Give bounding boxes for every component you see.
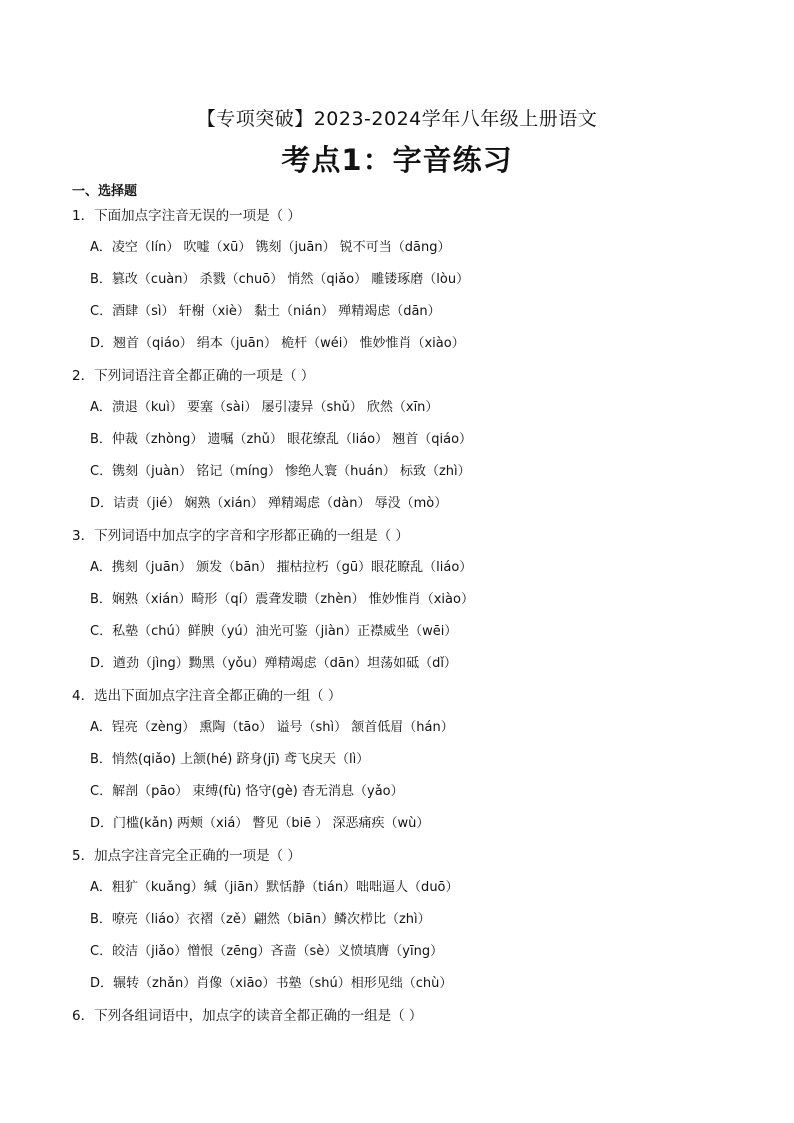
question-option: A．溃退（kuì） 要塞（sài） 屡引凄异（shǔ） 欣然（xīn） [90,400,439,415]
question-option: B．嘹亮（liáo）衣褶（zě）翩然（biān）鳞次栉比（zhì） [90,912,431,927]
page-title: 考点1：字音练习 [281,143,513,177]
question-option: B．篡改（cuàn） 杀戮（chuō） 悄然（qiǎo） 雕镂琢磨（lòu） [90,272,470,287]
question-option: A．携刻（juān） 颁发（bān） 摧枯拉朽（gū）眼花瞭乱（liáo） [90,560,473,575]
question-stem: 6．下列各组词语中，加点字的读音全都正确的一组是（ ） [72,1008,423,1024]
question-option: D．诘责（jié） 娴熟（xián） 殚精竭虑（dàn） 辱没（mò） [90,496,448,511]
question-option: C．镌刻（juàn） 铭记（míng） 惨绝人寰（huán） 标致（zhì） [90,464,471,479]
question-option: B．悄然(qiǎo) 上颔(hé) 跻身(jī) 鸢飞戾天（lì） [90,752,370,767]
question-option: A．锃亮（zèng） 熏陶（tāo） 谥号（shì） 颔首低眉（hán） [90,720,454,735]
questions-list [72,200,752,1032]
question-option: C．解剖（pāo） 束缚(fù) 恪守(gè) 杳无消息（yǎo） [90,784,404,799]
question-stem: 3．下列词语中加点字的字音和字形都正确的一组是（ ） [72,528,409,544]
document-header: 【专项突破】2023-2024学年八年级上册语文 [196,108,598,130]
question-option: C．私塾（chú）鲜腴（yú）油光可鉴（jiàn）正襟威坐（wēi） [90,624,458,639]
question-option: D．遒劲（jìng）黝黑（yǒu）殚精竭虑（dān）坦荡如砥（dǐ） [90,656,457,671]
question-stem: 1．下面加点字注音无误的一项是（ ） [72,208,301,224]
question-option: D．翘首（qiáo） 绢本（juān） 桅杆（wéi） 惟妙惟肖（xiào） [90,336,465,351]
question-option: A．粗犷（kuǎng）缄（jiān）默恬静（tián）咄咄逼人（duō） [90,880,459,895]
question-option: A．凌空（lín） 吹嘘（xū） 镌刻（juān） 锐不可当（dāng） [90,240,451,255]
question-stem: 4．选出下面加点字注音全都正确的一组（ ） [72,688,342,704]
section-heading: 一、选择题 [72,184,138,199]
question-option: D．辗转（zhǎn）肖像（xiāo）书塾（shú）相形见绌（chù） [90,976,453,991]
question-option: D．门槛(kǎn) 两颊（xiá） 瞥见（biē ） 深恶痛疾（wù） [90,816,430,831]
question-stem: 5．加点字注音完全正确的一项是（ ） [72,848,301,864]
question-option: B．仲裁（zhòng） 遗嘱（zhǔ） 眼花缭乱（liáo） 翘首（qiáo） [90,432,473,447]
question-option: B．娴熟（xián）畸形（qí）震聋发聩（zhèn） 惟妙惟肖（xiào） [90,592,474,607]
question-option: C．皎洁（jiǎo）憎恨（zēng）吝啬（sè）义愤填膺（yīng） [90,944,444,959]
question-stem: 2．下列词语注音全都正确的一项是（ ） [72,368,315,384]
question-option: C．酒肆（sì） 轩榭（xiè） 黏土（nián） 殚精竭虑（dān） [90,304,441,319]
